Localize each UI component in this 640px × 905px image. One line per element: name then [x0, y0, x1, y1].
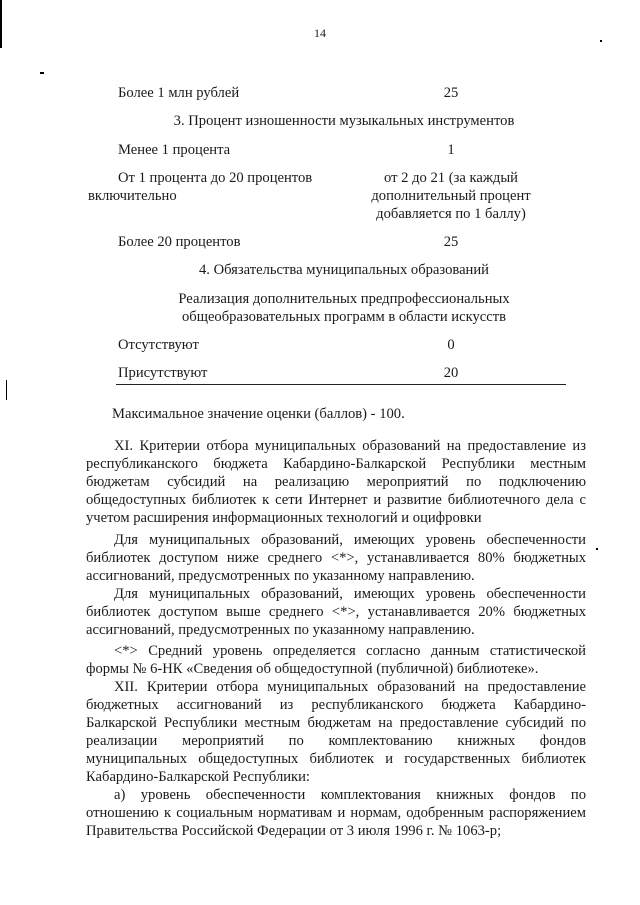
text-line: Кабардино-Балкарской Республики: [86, 769, 310, 785]
row-label: Менее 1 процента [118, 142, 231, 158]
page-number: 14 [314, 26, 326, 40]
scan-speck [40, 72, 44, 74]
table-heading: 4. Обязательства муниципальных образований [198, 262, 489, 278]
text-line: библиотек доступом ниже среднего <*>, устанавливается 80% бюджетных [86, 550, 586, 566]
scan-speck [6, 380, 7, 400]
text-line: Для муниципальных образований, имеющих уровень обеспеченности [114, 532, 586, 548]
text-line: муниципальных общедоступных библиотек и государственных библиотек [86, 751, 586, 767]
row-label: От 1 процента до 20 процентов [118, 170, 313, 186]
row-value: 25 [443, 85, 459, 101]
text-line: XII. Критерии отбора муниципальных образований на предоставление [114, 679, 586, 695]
text-line: а) уровень обеспеченности комплектования книжных фондов по [114, 787, 586, 803]
text-line: ассигнований, предусмотренных по указанному направлению. [86, 622, 475, 638]
scan-speck [596, 548, 598, 550]
text-line: <*> Средний уровень определяется согласно данным статистической [114, 643, 586, 659]
row-label: Более 20 процентов [118, 234, 241, 250]
table-subheading: Реализация дополнительных предпрофессиональных [178, 291, 510, 307]
row-value: 25 [443, 234, 459, 250]
text-line: Для муниципальных образований, имеющих уровень обеспеченности [114, 586, 586, 602]
table-heading: 3. Процент изношенности музыкальных инструментов [173, 113, 515, 129]
row-value: 1 [447, 142, 455, 158]
row-label: Более 1 млн рублей [118, 85, 240, 101]
row-label: включительно [88, 188, 177, 204]
max-score: Максимальное значение оценки (баллов) - 100. [112, 406, 405, 422]
text-line: реализации мероприятий по комплектованию книжных фондов [86, 733, 586, 749]
text-line: формы № 6-НК «Сведения об общедоступной (публичной) библиотеке». [86, 661, 539, 677]
text-line: бюджетам субсидий на реализацию мероприятий по подключению [86, 474, 586, 490]
text-line: общедоступных библиотек к сети Интернет и развитие библиотечного дела с [86, 492, 586, 508]
paragraph-above-average [86, 585, 586, 639]
row-value: 20 [443, 365, 459, 381]
table-bottom-rule [116, 384, 566, 385]
text-line: республиканского бюджета Кабардино-Балкарской Республики местным [86, 456, 586, 472]
row-value: 0 [447, 337, 455, 353]
row-value: дополнительный процент [371, 188, 531, 204]
table-subheading: общеобразовательных программ в области искусств [181, 309, 506, 325]
text-line: Правительства Российской Федерации от 3 июля 1996 г. № 1063-р; [86, 823, 502, 839]
item-a [86, 786, 586, 840]
row-value: от 2 до 21 (за каждый [384, 170, 518, 186]
text-line: отношению к социальным нормативам и нормам, одобренным распоряжением [86, 805, 586, 821]
text-line: Балкарской Республики местным бюджетам на предоставление субсидий по [86, 715, 586, 731]
footnote [86, 642, 586, 678]
section-xii-heading [86, 678, 586, 786]
row-label: Отсутствуют [118, 337, 199, 353]
text-line: бюджетных ассигнований из республиканского бюджета Кабардино- [86, 697, 586, 713]
section-xi-heading [86, 437, 586, 527]
row-value: добавляется по 1 баллу) [376, 206, 526, 222]
text-line: учетом расширения информационных технологий и оцифровки [86, 510, 482, 526]
text-line: XI. Критерии отбора муниципальных образований на предоставление из [114, 438, 586, 454]
row-label: Присутствуют [118, 365, 208, 381]
text-line: библиотек доступом выше среднего <*>, устанавливается 20% бюджетных [86, 604, 586, 620]
text-line: ассигнований, предусмотренных по указанному направлению. [86, 568, 475, 584]
paragraph-below-average [86, 531, 586, 585]
